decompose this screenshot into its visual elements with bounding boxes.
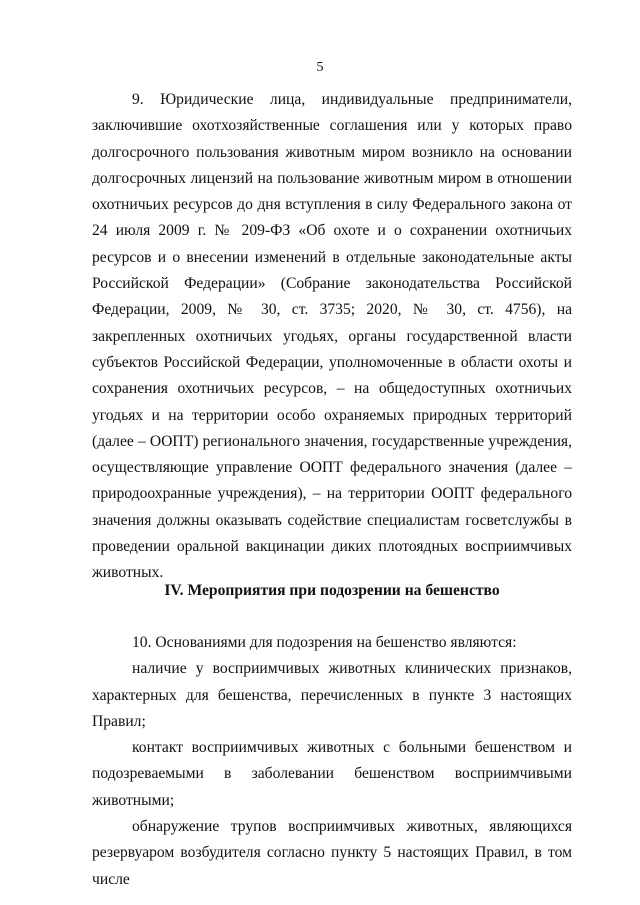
section-iv-body <box>92 630 572 893</box>
section-heading: IV. Мероприятия при подозрении на бешенство <box>164 582 500 599</box>
list-item: обнаружение трупов восприимчивых животных, являющихся резервуаром возбудителя согласно пункту 5 настоящих Правил, в том числе <box>92 818 572 888</box>
paragraph-9: 9. Юридические лица, индивидуальные предприниматели, заключившие охотхозяйственные соглашения или у которых право долгосрочного пользования животным миром возникло на основании долгосрочных лицензий на пользование животным миром в отношении охотничьих ресурсов до дня вступления в силу Федерального закона от 24 июля 2009 г. № 209-ФЗ «Об охоте и о сохранении охотничьих ресурсов и о внесении изменений в отдельные законодательные акты Российской Федерации» (Собрание законодательства Российской Федерации, 2009, № 30, ст. 3735; 2020, № 30, ст. 4756), на закрепленных охотничьих угодьях, органы государственной власти субъектов Российской Федерации, уполномоченные в области охоты и сохранения охотничьих ресурсов, – на общедоступных охотничьих угодьях и на территории особо охраняемых природных территорий (далее – ООПТ) регионального значения, государственные учреждения, осуществляющие управление ООПТ федерального значения (далее – природоохранные учреждения), – на территории ООПТ федерального значения должны оказывать содействие специалистам госветслужбы в проведении оральной вакцинации диких плотоядных восприимчивых животных. <box>92 91 572 582</box>
list-item: контакт восприимчивых животных с больными бешенством и подозреваемыми в заболевании бешенством восприимчивыми животными; <box>92 739 572 809</box>
list-item: наличие у восприимчивых животных клинических признаков, характерных для бешенства, перечисленных в пункте 3 настоящих Правил; <box>92 660 572 730</box>
document-body <box>92 87 572 587</box>
page-number: 5 <box>316 60 324 75</box>
paragraph-10: 10. Основаниями для подозрения на бешенство являются: <box>132 634 517 651</box>
